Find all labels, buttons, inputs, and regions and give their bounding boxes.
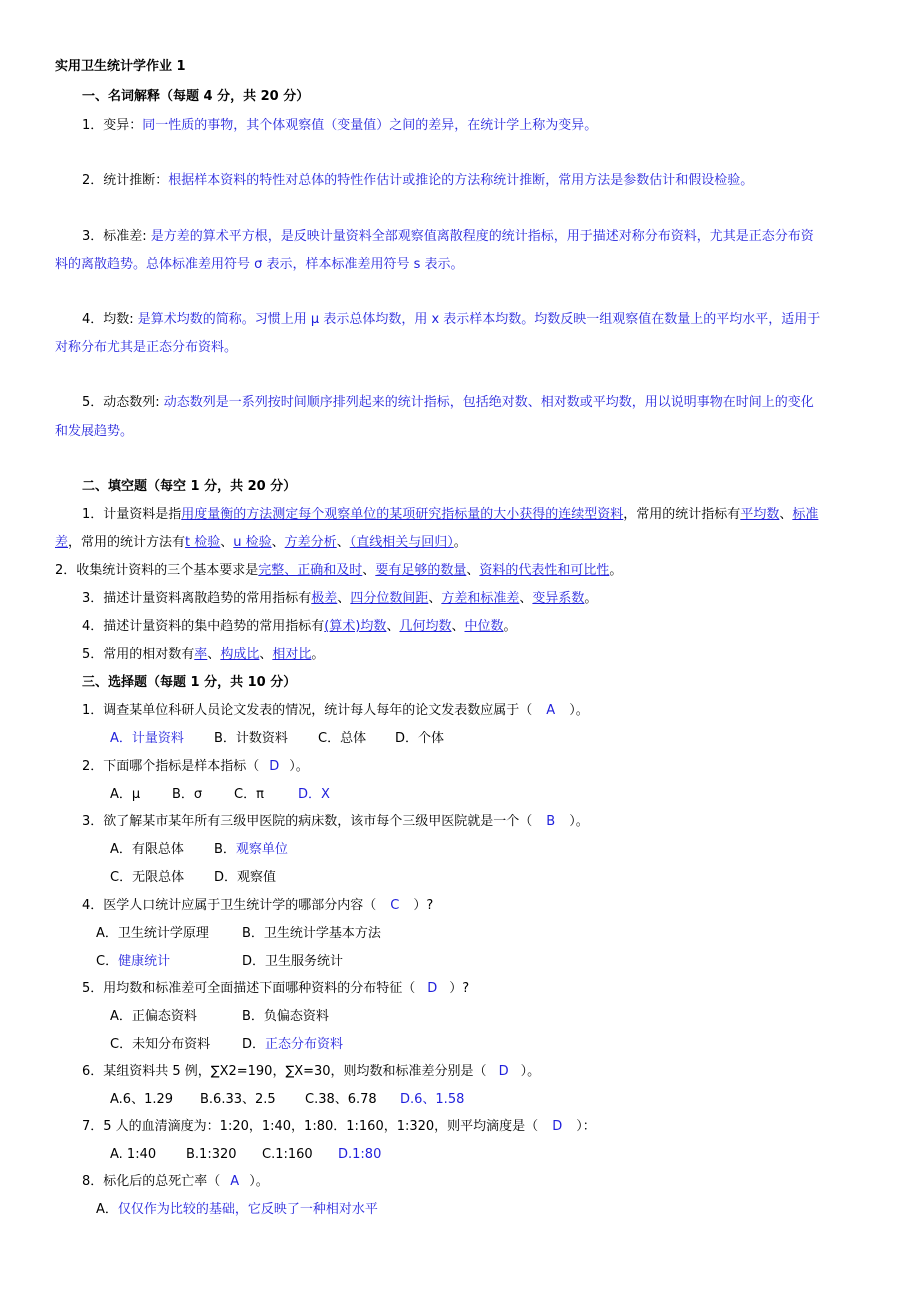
definition-5-continued: 和发展趋势。 <box>55 424 134 439</box>
definition-1 <box>82 117 597 135</box>
definition-text: 是方差的算术平方根，是反映计量资料全部观察值离散程度的统计指标，用于描述对称分布资料，尤其是正态分布资 <box>146 229 814 244</box>
option-c <box>96 953 170 971</box>
choice-question-4 <box>82 897 433 915</box>
option-a: A．μ <box>110 787 141 802</box>
option-a <box>96 1201 378 1219</box>
answer: （直线相关与回归） <box>349 535 454 550</box>
option-text: 健康统计 <box>118 954 171 969</box>
question-text: ，常用的统计指标有 <box>623 507 741 522</box>
answer: 方差分析 <box>284 535 337 550</box>
answer: D <box>269 759 280 774</box>
answer: C <box>390 898 400 913</box>
choice-question-1 <box>82 702 589 720</box>
definition-3 <box>82 228 814 246</box>
fill-blank-1-continued <box>55 534 467 552</box>
definition-label: 2．统计推断： <box>82 173 169 188</box>
definition-3-continued: 料的离散趋势。总体标准差用符号 σ 表示，样本标准差用符号 s 表示。 <box>55 257 464 272</box>
question-text: ）。 <box>520 1064 541 1079</box>
fill-blank-1 <box>82 506 818 524</box>
answer: 资料的代表性和可比性 <box>479 563 610 578</box>
answer: 方差和标准差 <box>441 591 520 606</box>
option-a: A．有限总体 <box>110 842 184 857</box>
answer: 极差 <box>311 591 338 606</box>
question-text: 8．标化后的总死亡率（ <box>82 1174 221 1189</box>
option-letter: B． <box>214 842 236 857</box>
separator: 、 <box>271 535 285 550</box>
separator: 、 <box>337 591 351 606</box>
option-b: B．σ <box>172 787 203 802</box>
answer: B <box>546 814 556 829</box>
definition-label: 3．标准差: <box>82 229 147 244</box>
question-text: ）。 <box>289 759 309 774</box>
separator: 、 <box>336 535 350 550</box>
choice-question-6 <box>82 1063 540 1081</box>
option-c: C．π <box>234 787 264 802</box>
separator: 、 <box>207 647 221 662</box>
option-b: B．卫生统计学基本方法 <box>242 926 381 941</box>
question-text: ）。 <box>249 1174 269 1189</box>
definition-label: 4．均数: <box>82 312 134 327</box>
answer: 四分位数间距 <box>350 591 429 606</box>
question-text: ，常用的统计方法有 <box>68 535 186 550</box>
option-c: C．总体 <box>318 731 367 746</box>
answer: 用度量衡的方法测定每个观察单位的某项研究指标量的大小获得的连续型资料 <box>181 507 624 522</box>
question-text: 7．5 人的血清滴度为：1:20，1:40，1:80．1:160，1:320，则平均滴度是（ <box>82 1119 539 1134</box>
answer: (算术)均数 <box>324 619 387 634</box>
page-title: 实用卫生统计学作业 1 <box>55 59 186 74</box>
definition-4-continued: 对称分布尤其是正态分布资料。 <box>55 340 238 355</box>
question-text: ）? <box>413 898 434 913</box>
fill-blank-5 <box>82 646 324 664</box>
option-text: 正态分布资料 <box>265 1037 344 1052</box>
question-text: ）： <box>576 1119 596 1134</box>
definition-4 <box>82 311 820 329</box>
answer: 标准 <box>792 507 819 522</box>
option-letter: D． <box>242 1037 266 1052</box>
answer: 中位数 <box>464 619 504 634</box>
definition-text: 是算术均数的简称。习惯上用 μ 表示总体均数，用 x 表示样本均数。均数反映一组观察值在数量上的平均水平，适用于 <box>133 312 821 327</box>
separator: 。 <box>503 619 517 634</box>
question-text: 3．描述计量资料离散趋势的常用指标有 <box>82 591 312 606</box>
option-d: D.1:80 <box>338 1147 382 1162</box>
answer: 完整、正确和及时 <box>258 563 363 578</box>
answer: t 检验 <box>185 535 221 550</box>
answer: D <box>552 1119 563 1134</box>
question-text: 1．调查某单位科研人员论文发表的情况，统计每人每年的论文发表数应属于（ <box>82 703 533 718</box>
separator: 、 <box>466 563 480 578</box>
separator: 、 <box>779 507 793 522</box>
definition-2 <box>82 172 753 190</box>
question-text: 3．欲了解某市某年所有三级甲医院的病床数，该市每个三级甲医院就是一个（ <box>82 814 533 829</box>
option-d: D．个体 <box>395 731 445 746</box>
answer: 差 <box>55 535 69 550</box>
option-letter: A． <box>96 1202 118 1217</box>
definition-5 <box>82 394 814 412</box>
fill-blank-4 <box>82 618 517 636</box>
choice-question-8 <box>82 1173 269 1191</box>
answer: 要有足够的数量 <box>375 563 467 578</box>
question-text: ）? <box>449 981 470 996</box>
option-b: B.1:320 <box>186 1147 237 1162</box>
answer: 平均数 <box>740 507 780 522</box>
separator: 、 <box>386 619 400 634</box>
definition-text: 动态数列是一系列按时间顺序排列起来的统计指标，包括绝对数、相对数或平均数，用以说明事物在时间上的变化 <box>159 395 814 410</box>
definition-label: 1．变异： <box>82 118 143 133</box>
separator: 、 <box>519 591 533 606</box>
option-d: D．卫生服务统计 <box>242 954 344 969</box>
fill-blank-2 <box>55 562 622 580</box>
separator: 、 <box>220 535 234 550</box>
question-text: 5．常用的相对数有 <box>82 647 195 662</box>
option-a: A．计量资料 <box>110 731 184 746</box>
answer: A <box>230 1174 240 1189</box>
question-text: ）。 <box>569 703 589 718</box>
option-c: C.38、6.78 <box>305 1092 377 1107</box>
question-text: 4．描述计量资料的集中趋势的常用指标有 <box>82 619 325 634</box>
option-b: B．负偏态资料 <box>242 1009 329 1024</box>
answer: 构成比 <box>220 647 260 662</box>
question-text: 4．医学人口统计应属于卫生统计学的哪部分内容（ <box>82 898 377 913</box>
choice-question-2 <box>82 758 309 776</box>
choice-question-7 <box>82 1118 596 1136</box>
separator: 、 <box>451 619 465 634</box>
option-c: C.1:160 <box>262 1147 313 1162</box>
section-heading-fill-blanks: 二、填空题（每空 1 分，共 20 分） <box>82 479 297 494</box>
answer: D <box>427 981 438 996</box>
answer: 变异系数 <box>532 591 585 606</box>
answer: A <box>546 703 556 718</box>
choice-question-5 <box>82 980 469 998</box>
option-d: D．观察值 <box>214 870 277 885</box>
option-c: C．无限总体 <box>110 870 185 885</box>
question-text: 5．用均数和标准差可全面描述下面哪种资料的分布特征（ <box>82 981 416 996</box>
option-b <box>214 841 288 859</box>
option-a: A．正偏态资料 <box>110 1009 197 1024</box>
separator: 。 <box>584 591 598 606</box>
definition-text: 同一性质的事物，其个体观察值（变量值）之间的差异，在统计学上称为变异。 <box>142 118 598 133</box>
question-text: 1．计量资料是指 <box>82 507 182 522</box>
separator: 、 <box>362 563 376 578</box>
option-text: 仅仅作为比较的基础，它反映了一种相对水平 <box>117 1202 378 1217</box>
option-letter: C． <box>96 954 119 969</box>
answer: D <box>498 1064 509 1079</box>
option-text: 观察单位 <box>235 842 288 857</box>
option-d <box>242 1036 343 1054</box>
option-c: C．未知分布资料 <box>110 1037 211 1052</box>
option-a: A．卫生统计学原理 <box>96 926 209 941</box>
section-heading-choice: 三、选择题（每题 1 分，共 10 分） <box>82 675 297 690</box>
fill-blank-3 <box>82 590 597 608</box>
answer: 相对比 <box>272 647 312 662</box>
answer: u 检验 <box>233 535 272 550</box>
question-text: ）。 <box>569 814 589 829</box>
question-text: 2．下面哪个指标是样本指标（ <box>82 759 260 774</box>
option-b: B.6.33、2.5 <box>200 1092 276 1107</box>
separator: 、 <box>428 591 442 606</box>
definition-label: 5．动态数列: <box>82 395 160 410</box>
section-heading-definitions: 一、名词解释（每题 4 分，共 20 分） <box>82 89 310 104</box>
option-a: A. 1:40 <box>110 1147 157 1162</box>
separator: 。 <box>311 647 325 662</box>
option-b: B．计数资料 <box>214 731 288 746</box>
question-text: 2．收集统计资料的三个基本要求是 <box>55 563 259 578</box>
separator: 。 <box>609 563 623 578</box>
definition-text: 根据样本资料的特性对总体的特性作估计或推论的方法称统计推断，常用方法是参数估计和假设检验。 <box>168 173 754 188</box>
question-text: 6．某组资料共 5 例，∑X2=190，∑X=30，则均数和标准差分别是（ <box>82 1064 487 1079</box>
choice-question-3 <box>82 813 589 831</box>
option-d: D.6、1.58 <box>400 1092 465 1107</box>
answer: 率 <box>194 647 208 662</box>
separator: 、 <box>259 647 273 662</box>
separator: 。 <box>453 535 467 550</box>
answer: 几何均数 <box>399 619 452 634</box>
option-a: A.6、1.29 <box>110 1092 174 1107</box>
option-d: D．X <box>298 787 330 802</box>
